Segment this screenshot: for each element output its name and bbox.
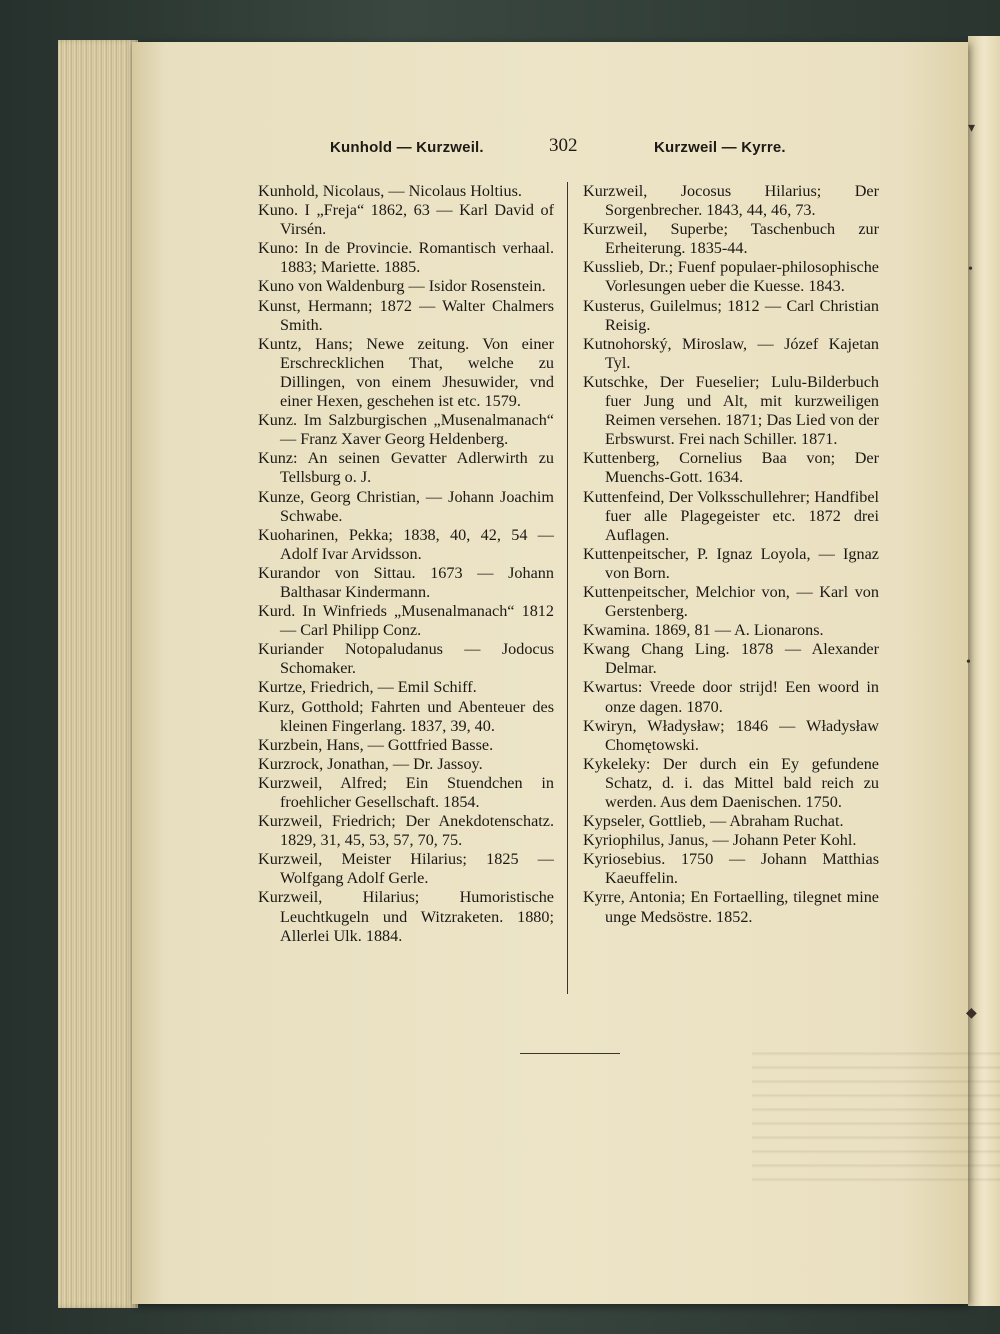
entry: Kuno von Waldenburg — Isidor Rosenstein. [258,277,546,296]
entry: Kurandor von Sittau. 1673 — Johann Balthasar Kindermann. [258,563,554,601]
left-column [258,182,554,946]
entry: Kwamina. 1869, 81 — A. Lionarons. [583,621,824,640]
entry: Kunz: An seinen Gevatter Adlerwirth zu Tellsburg o. J. [258,449,554,487]
entry: Kuno. I „Freja“ 1862, 63 — Karl David of Virsén. [258,201,554,239]
entry: Kurd. In Winfrieds „Musenalmanach“ 1812 — Carl Philipp Conz. [258,602,554,640]
entry: Kuno: In de Provincie. Romantisch verhaal. 1883; Mariette. 1885. [258,239,554,277]
entry: Kunze, Georg Christian, — Johann Joachim Schwabe. [258,487,554,525]
header-right: Kurzweil — Kyrre. [654,139,786,156]
entry: Kurzbein, Hans, — Gottfried Basse. [258,735,494,754]
entry: Kyriosebius. 1750 — Johann Matthias Kaeuffelin. [583,850,879,888]
entry: Kyriophilus, Janus, — Johann Peter Kohl. [583,831,857,850]
entry: Kuoharinen, Pekka; 1838, 40, 42, 54 — Adolf Ivar Arvidsson. [258,525,554,563]
margin-speck: ◆ [966,1006,977,1021]
entry: Kuttenberg, Cornelius Baa von; Der Muenchs-Gott. 1634. [583,449,879,487]
entry: Kuttenfeind, Der Volksschullehrer; Handfibel fuer alle Plagegeister etc. 1872 drei Auflagen. [583,487,879,544]
entry: Kurzweil, Friedrich; Der Anekdotenschatz. 1829, 31, 45, 53, 57, 70, 75. [258,812,554,850]
right-column [583,182,879,927]
entry: Kutnohorský, Miroslaw, — Józef Kajetan Tyl. [583,334,879,372]
entry: Kutschke, Der Fueselier; Lulu-Bilderbuch fuer Jung und Alt, mit kurzweiligen Reimen versehen. 1871; Das Lied von der Erbswurst. Frei nach Schiller. 1871. [583,372,879,449]
page-number: 302 [549,135,578,156]
running-header [0,133,1000,163]
page-edges [58,40,138,1308]
entry: Kunst, Hermann; 1872 — Walter Chalmers Smith. [258,296,554,334]
entry: Kykeleky: Der durch ein Ey gefundene Schatz, d. i. das Mittel bald reich zu werden. Aus dem Daenischen. 1750. [583,754,879,811]
entry: Kurzweil, Meister Hilarius; 1825 — Wolfgang Adolf Gerle. [258,850,554,888]
entry: Kusterus, Guilelmus; 1812 — Carl Christian Reisig. [583,296,879,334]
entry: Kuriander Notopaludanus — Jodocus Schomaker. [258,640,554,678]
entry: Kuttenpeitscher, P. Ignaz Loyola, — Ignaz von Born. [583,544,879,582]
entry: Kwiryn, Władysław; 1846 — Władysław Chomętowski. [583,716,879,754]
entry: Kuttenpeitscher, Melchior von, — Karl von Gerstenberg. [583,582,879,621]
entry: Kwang Chang Ling. 1878 — Alexander Delmar. [583,640,879,678]
entry: Kurtze, Friedrich, — Emil Schiff. [258,678,477,697]
entry: Kypseler, Gottlieb, — Abraham Ruchat. [583,812,844,831]
entry: Kurzrock, Jonathan, — Dr. Jassoy. [258,754,483,773]
entry: Kurzweil, Superbe; Taschenbuch zur Erheiterung. 1835-44. [583,220,879,258]
margin-speck: • [966,655,971,670]
entry: Kurz, Gotthold; Fahrten und Abenteuer des kleinen Fingerlang. 1837, 39, 40. [258,697,554,735]
header-left: Kunhold — Kurzweil. [330,139,484,156]
margin-speck: • [968,262,973,277]
entry: Kunz. Im Salzburgischen „Musenalmanach“ — Franz Xaver Georg Heldenberg. [258,411,554,449]
column-divider [567,182,568,994]
footer-rule [520,1053,620,1054]
margin-speck: ▾ [968,121,976,136]
entry: Kurzweil, Alfred; Ein Stuendchen in froehlicher Gesellschaft. 1854. [258,773,554,811]
entry: Kwartus: Vreede door strijd! Een woord in onze dagen. 1870. [583,678,879,716]
entry: Kuntz, Hans; Newe zeitung. Von einer Erschrecklichen That, welche zu Dillingen, von einem Jhesuwider, vnd einer Hexen, geschehen ist etc. 1579. [258,334,554,411]
bleed-through-text [752,1042,1000,1192]
entry: Kusslieb, Dr.; Fuenf populaer-philosophische Vorlesungen ueber die Kuesse. 1843. [583,258,879,296]
entry: Kurzweil, Jocosus Hilarius; Der Sorgenbrecher. 1843, 44, 46, 73. [583,182,879,220]
entry: Kyrre, Antonia; En Fortaelling, tilegnet mine unge Medsöstre. 1852. [583,888,879,926]
entry: Kurzweil, Hilarius; Humoristische Leuchtkugeln und Witzraketen. 1880; Allerlei Ulk. 1884. [258,888,554,945]
entry: Kunhold, Nicolaus, — Nicolaus Holtius. [258,182,522,200]
